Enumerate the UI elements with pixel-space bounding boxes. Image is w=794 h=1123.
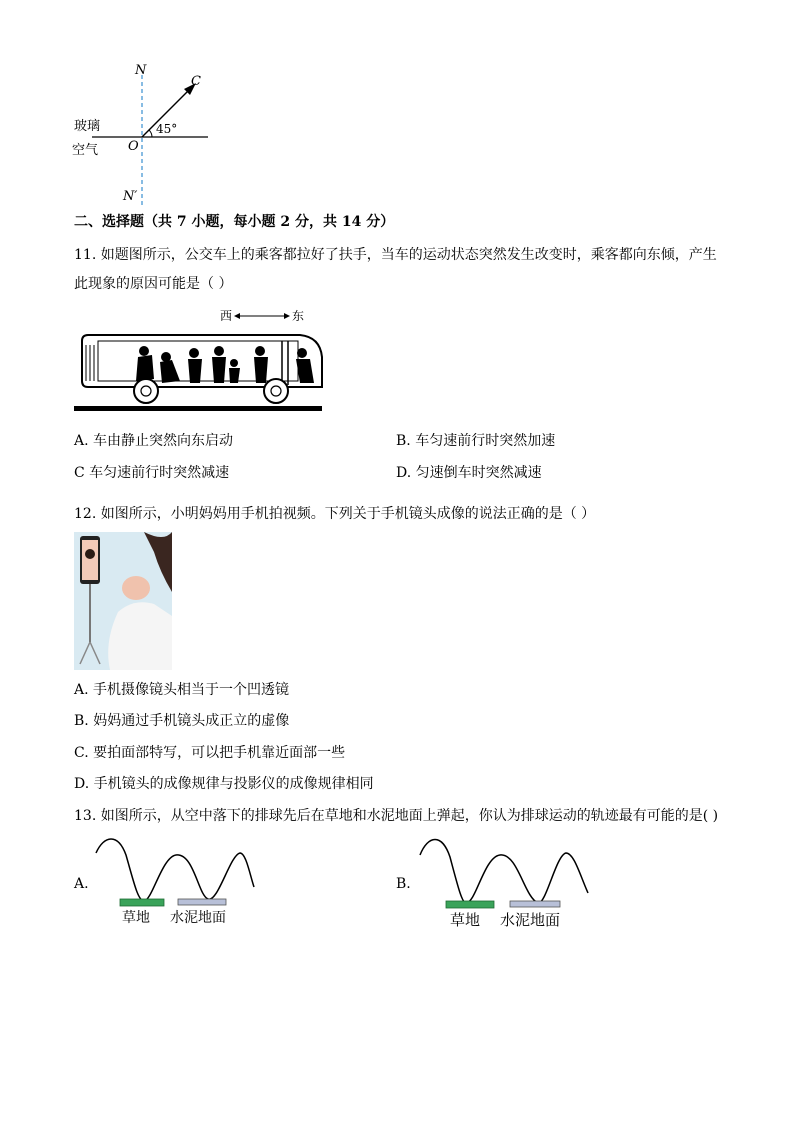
label-n: N (135, 63, 147, 78)
trajectory-curve-b (420, 840, 588, 904)
q11-stem-line2: 此现象的原因可能是（ ） (74, 276, 233, 292)
q12-option-b[interactable]: B. 妈妈通过手机镜头成正立的虚像 (74, 713, 290, 729)
phone-photo (74, 532, 172, 670)
q12-option-a[interactable]: A. 手机摄像镜头相当于一个凹透镜 (74, 682, 290, 698)
q13-option-a-label[interactable]: A. (74, 876, 89, 892)
q11-option-d[interactable]: D. 匀速倒车时突然减速 (396, 465, 542, 481)
label-n-prime: N′ (123, 189, 138, 204)
grass-label-a: 草地 (122, 910, 150, 926)
grass-strip-a (120, 899, 164, 906)
cement-strip-a (178, 899, 226, 905)
q13-trajectory-b[interactable] (414, 835, 594, 932)
grass-label-b: 草地 (450, 911, 481, 929)
cement-label-a: 水泥地面 (170, 910, 226, 926)
label-c: C (191, 74, 201, 89)
bus-figure (74, 305, 326, 415)
label-air: 空气 (72, 143, 99, 158)
q12-option-c[interactable]: C. 要拍面部特写，可以把手机靠近面部一些 (74, 745, 346, 761)
arrow-head-west (234, 313, 240, 319)
q11-option-b[interactable]: B. 车匀速前行时突然加速 (396, 433, 556, 449)
q11-option-a[interactable]: A. 车由静止突然向东启动 (74, 433, 234, 449)
refraction-diagram (60, 55, 230, 215)
dir-east: 东 (292, 309, 305, 323)
q13-trajectory-a[interactable] (90, 835, 260, 930)
angle-arc (149, 130, 152, 137)
section-heading: 二、选择题（共 7 小题，每小题 2 分，共 14 分） (74, 214, 395, 230)
grass-strip-b (446, 901, 494, 908)
q11-option-c[interactable]: C 车匀速前行时突然减速 (74, 465, 230, 481)
q13-option-b-label[interactable]: B. (396, 876, 411, 892)
q13-stem: 13. 如图所示，从空中落下的排球先后在草地和水泥地面上弹起，你认为排球运动的轨迹最有可能的是( ) (74, 808, 719, 824)
dir-west: 西 (220, 309, 233, 323)
ground-line (74, 406, 322, 411)
cement-label-b: 水泥地面 (500, 911, 561, 929)
cement-strip-b (510, 901, 560, 907)
trajectory-curve-a (96, 839, 254, 901)
label-o: O (128, 139, 139, 154)
q12-stem: 12. 如图所示，小明妈妈用手机拍视频。下列关于手机镜头成像的说法正确的是（ ） (74, 506, 596, 522)
label-angle: 45° (156, 122, 178, 136)
q11-stem-line1: 11. 如题图所示，公交车上的乘客都拉好了扶手，当车的运动状态突然发生改变时，乘客都向东倾，产生 (74, 247, 717, 263)
label-glass: 玻璃 (74, 119, 101, 134)
arrow-head-east (284, 313, 290, 319)
q12-option-d[interactable]: D. 手机镜头的成像规律与投影仪的成像规律相同 (74, 776, 374, 792)
